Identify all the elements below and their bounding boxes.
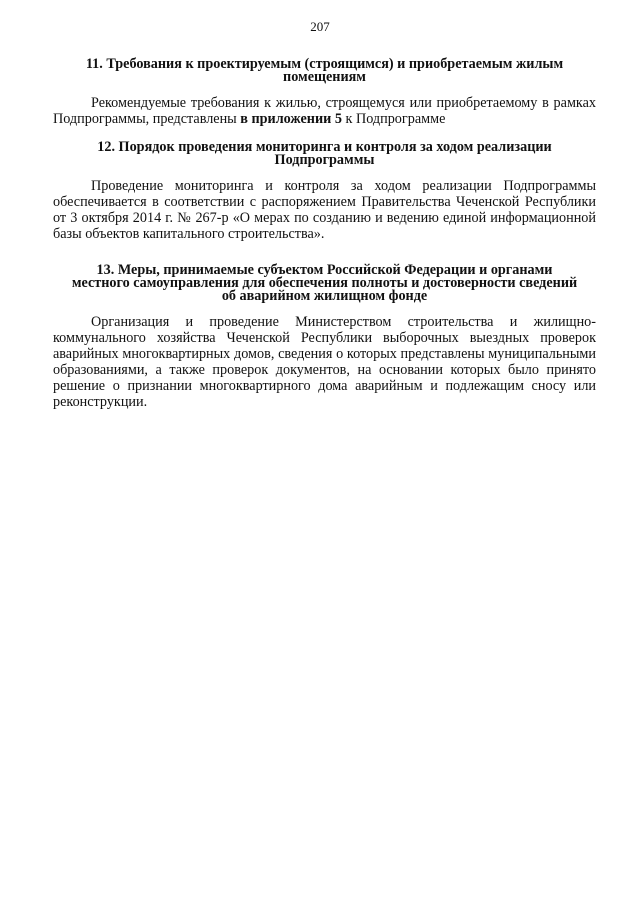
section-paragraph: Организация и проведение Министерством строительства и жилищно-коммунального хозяйства Чеченской Республики выборочных выездных проверок аварийных многоквартирных домов, сведения о которых представлены муниципальными образованиями, а также проверок документов, на основании которых было принято решение о признании многоквартирного дома аварийным и подлежащим сносу или реконструкции. [53,314,596,410]
section-paragraph: Проведение мониторинга и контроля за ходом реализации Подпрограммы обеспечивается в соответствии с распоряжением Правительства Чеченской Республики от 3 октября 2014 г. № 267-р «О мерах по созданию и ведению единой информационной базы объектов капитального строительства». [53,178,596,242]
section-paragraph [53,95,596,127]
heading-line: 12. Порядок проведения мониторинга и контроля за ходом реализации [97,139,552,155]
appendix-reference: в приложении 5 [240,111,342,127]
section-heading [53,141,596,167]
heading-line: местного самоуправления для обеспечения полноты и достоверности сведений [71,275,578,291]
paragraph-text: Рекомендуемые требования к жилью, строящемуся или приобретаемому в рамках Подпрограммы, представлены [53,95,596,127]
heading-line: помещениям [283,69,366,85]
document-body [53,58,596,410]
section-11 [53,58,596,127]
heading-line: об аварийном жилищном фонде [221,288,428,304]
page-number: 207 [310,19,330,34]
paragraph-text: к Подпрограмме [341,111,446,127]
heading-line: 11. Требования к проектируемым (строящимся) и приобретаемым жилым [85,56,564,72]
section-heading [53,58,596,84]
section-12 [53,141,596,242]
heading-line: Подпрограммы [274,152,375,168]
section-13 [53,264,596,410]
section-heading [53,264,596,303]
heading-line: 13. Меры, принимаемые субъектом Российской Федерации и органами [96,262,553,278]
